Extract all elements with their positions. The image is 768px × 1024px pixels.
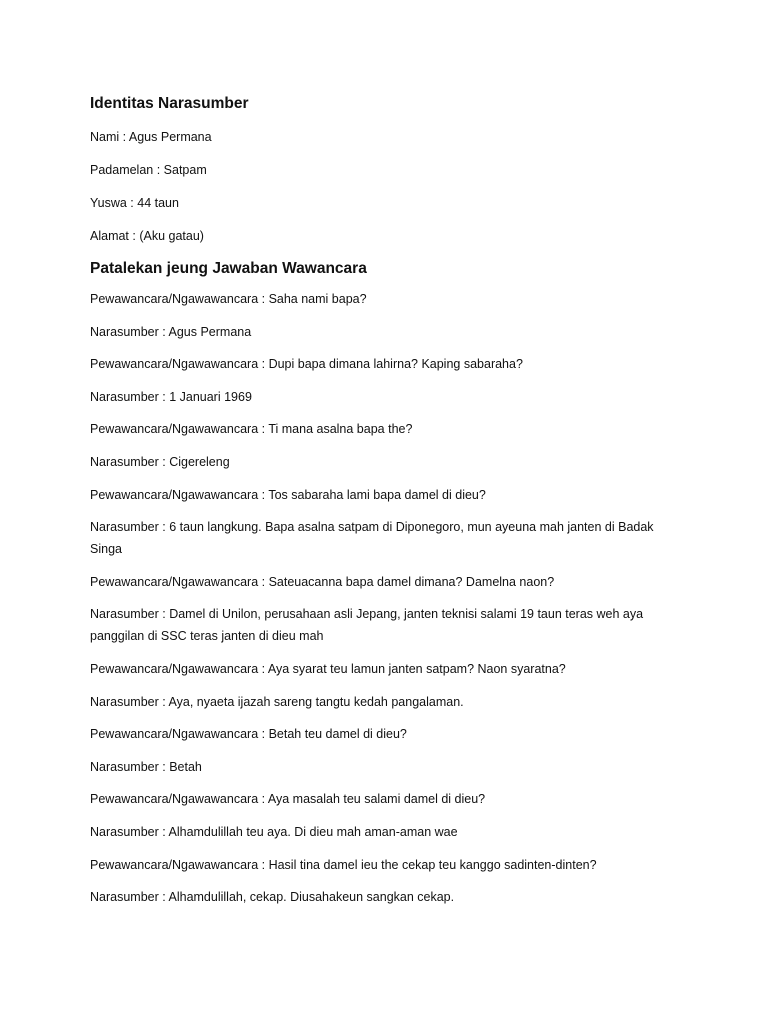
interview-answer: Narasumber : Cigereleng bbox=[90, 454, 230, 469]
interview-answer: Narasumber : Agus Permana bbox=[90, 324, 252, 339]
interview-question: Pewawancara/Ngawawancara : Dupi bapa dimana lahirna? Kaping sabaraha? bbox=[90, 357, 523, 372]
interview-answer: Narasumber : 6 taun langkung. Bapa asalna satpam di Diponegoro, mun ayeuna mah janten di Badak Singa bbox=[90, 520, 654, 557]
document-body bbox=[90, 93, 670, 919]
interview-question: Pewawancara/Ngawawancara : Sateuacanna bapa damel dimana? Damelna naon? bbox=[90, 574, 555, 589]
identity-section bbox=[90, 126, 670, 247]
identity-occupation: Padamelan : Satpam bbox=[90, 163, 207, 177]
identity-age: Yuswa : 44 taun bbox=[90, 196, 179, 210]
interview-question: Pewawancara/Ngawawancara : Ti mana asalna bapa the? bbox=[90, 422, 413, 437]
interview-answer: Narasumber : Alhamdulillah, cekap. Diusahakeun sangkan cekap. bbox=[90, 890, 455, 905]
interview-section bbox=[90, 288, 670, 908]
interview-question: Pewawancara/Ngawawancara : Aya syarat teu lamun janten satpam? Naon syaratna? bbox=[90, 661, 566, 676]
interview-answer: Narasumber : Betah bbox=[90, 759, 202, 774]
interview-question: Pewawancara/Ngawawancara : Aya masalah teu salami damel di dieu? bbox=[90, 792, 486, 807]
identity-address: Alamat : (Aku gatau) bbox=[90, 229, 204, 243]
interview-heading: Patalekan jeung Jawaban Wawancara bbox=[90, 260, 367, 277]
interview-question: Pewawancara/Ngawawancara : Saha nami bapa? bbox=[90, 292, 367, 306]
interview-question: Pewawancara/Ngawawancara : Tos sabaraha lami bapa damel di dieu? bbox=[90, 487, 486, 502]
interview-answer: Narasumber : 1 Januari 1969 bbox=[90, 389, 252, 404]
identity-heading: Identitas Narasumber bbox=[90, 95, 249, 112]
interview-answer: Narasumber : Damel di Unilon, perusahaan asli Jepang, janten teknisi salami 19 taun teras weh aya panggilan di SSC teras janten di dieu mah bbox=[90, 607, 644, 644]
interview-question: Pewawancara/Ngawawancara : Betah teu damel di dieu? bbox=[90, 727, 407, 742]
identity-name: Nami : Agus Permana bbox=[90, 130, 212, 144]
interview-answer: Narasumber : Aya, nyaeta ijazah sareng tangtu kedah pangalaman. bbox=[90, 694, 464, 709]
interview-answer: Narasumber : Alhamdulillah teu aya. Di dieu mah aman-aman wae bbox=[90, 824, 458, 839]
interview-question: Pewawancara/Ngawawancara : Hasil tina damel ieu the cekap teu kanggo sadinten-dinten? bbox=[90, 857, 597, 872]
